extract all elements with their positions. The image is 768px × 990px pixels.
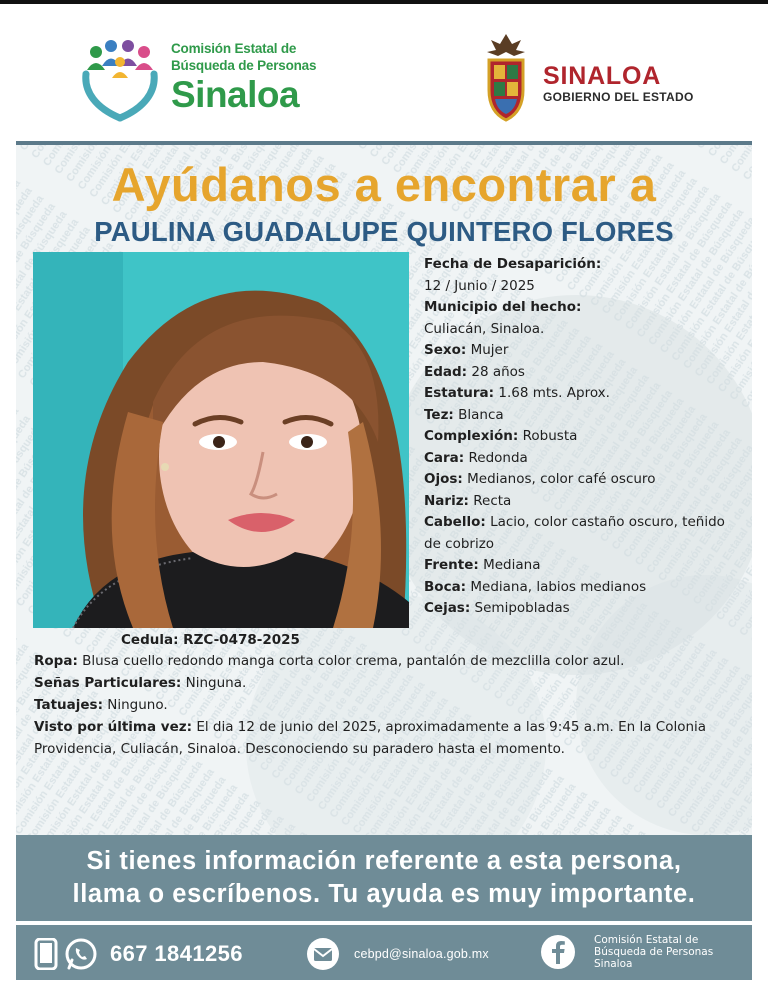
case-id: Cedula: RZC-0478-2025: [121, 632, 300, 648]
phone-number: 667 1841256: [110, 941, 243, 966]
state-coat-of-arms-icon: [481, 32, 531, 122]
missing-person-poster: [16, 18, 752, 980]
info-row: Providencia, Culiacán, Sinaloa. Desconociendo su paradero hasta el momento.: [34, 741, 565, 757]
email-icon: [306, 937, 340, 971]
poster-body: [16, 145, 752, 835]
info-row: Ropa: Blusa cuello redondo manga corta color crema, pantalón de mezclilla color azul.: [34, 653, 625, 669]
facebook-icon: [540, 934, 576, 970]
cebp-logo-icon: [78, 36, 162, 122]
email-contact[interactable]: [306, 937, 489, 971]
detail-row: Ojos: Medianos, color café oscuro: [424, 471, 656, 487]
org-name-sinaloa: Sinaloa: [171, 74, 300, 115]
state-government-label: [543, 63, 694, 105]
gov-name: SINALOA: [543, 62, 662, 90]
info-row: Tatuajes: Ninguno.: [34, 697, 168, 713]
org-name-line1: Comisión Estatal de: [171, 41, 297, 56]
gov-subtitle: GOBIERNO DEL ESTADO: [543, 90, 694, 104]
poster-header: [16, 18, 752, 140]
cta-line-1: Si tienes información referente a esta persona,: [86, 847, 682, 875]
detail-row: Culiacán, Sinaloa.: [424, 320, 545, 337]
info-row: Señas Particulares: Ninguna.: [34, 675, 247, 691]
detail-row: Nariz: Recta: [424, 492, 512, 509]
detail-row: Municipio del hecho:: [424, 299, 582, 315]
detail-row: Estatura: 1.68 mts. Aprox.: [424, 385, 610, 401]
headline: Ayúdanos a encontrar a: [111, 158, 657, 211]
facebook-contact[interactable]: [540, 934, 713, 970]
top-border: [0, 0, 768, 4]
detail-row: Tez: Blanca: [424, 406, 504, 423]
cebp-logo-text: [171, 40, 316, 115]
missing-person-photo: [33, 252, 409, 628]
missing-person-name: PAULINA GUADALUPE QUINTERO FLORES: [94, 216, 674, 247]
detail-row: Frente: Mediana: [424, 557, 541, 573]
mobile-phone-icon: [32, 938, 60, 970]
detail-row: Boca: Mediana, labios medianos: [424, 578, 647, 595]
detail-row: Complexión: Robusta: [424, 428, 578, 444]
detail-row: Cabello: Lacio, color castaño oscuro, teñido: [424, 514, 725, 530]
contact-bar: [16, 925, 752, 980]
detail-row: 12 / Junio / 2025: [424, 277, 535, 294]
cta-line-2: llama o escríbenos. Tu ayuda es muy importante.: [72, 880, 696, 908]
detail-row: Edad: 28 años: [424, 363, 525, 380]
org-name-line2: Búsqueda de Personas: [171, 58, 317, 73]
detail-row: Cara: Redonda: [424, 449, 528, 466]
additional-info: [34, 650, 746, 760]
whatsapp-icon: [64, 937, 98, 971]
physical-description: [424, 254, 750, 620]
facebook-page-name: Comisión Estatal de Búsqueda de Personas Sinaloa: [594, 934, 714, 970]
detail-row: Fecha de Desaparición:: [424, 256, 602, 272]
call-to-action-band: [16, 835, 752, 921]
phone-contact[interactable]: [32, 937, 243, 971]
detail-row: de cobrizo: [424, 535, 495, 552]
email-address: cebpd@sinaloa.gob.mx: [354, 947, 489, 961]
info-row: Visto por última vez: El dia 12 de junio del 2025, aproximadamente a las 9:45 a.m. En la Colonia: [34, 719, 707, 735]
detail-row: Cejas: Semipobladas: [424, 600, 570, 616]
detail-row: Sexo: Mujer: [424, 342, 509, 358]
